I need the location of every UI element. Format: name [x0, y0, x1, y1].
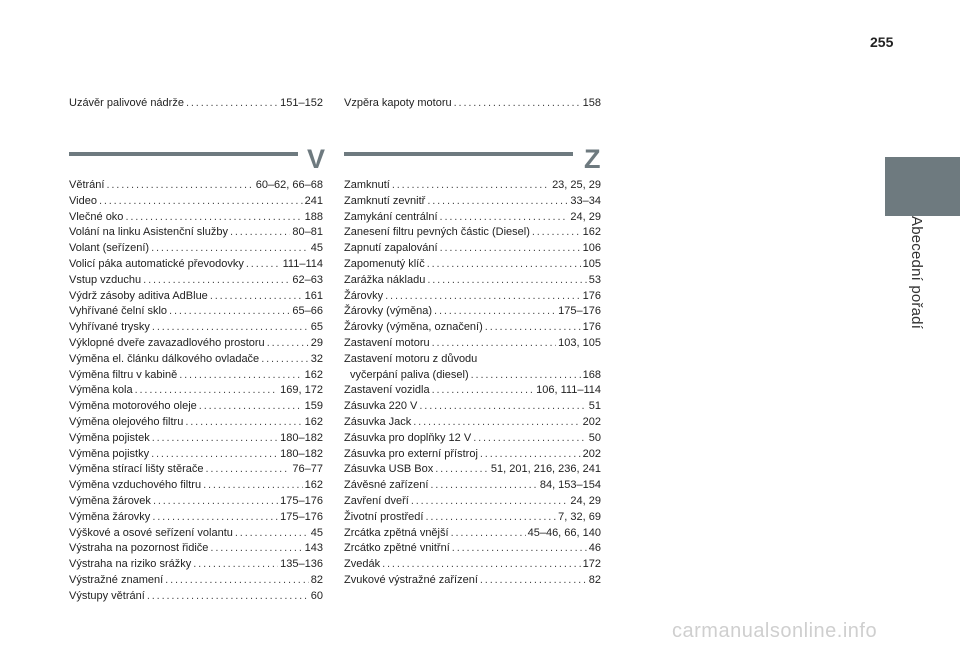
index-entry [344, 320, 601, 336]
entry-name: Zásuvka 220 V [344, 400, 418, 413]
watermark: carmanualsonline.info [672, 620, 878, 642]
leader-dots [210, 289, 303, 305]
entry-pages: 60 [310, 589, 323, 602]
entry-name: Zamknutí [344, 179, 390, 191]
entry-name: Vstup vzduchu [69, 273, 142, 286]
leader-dots [385, 289, 581, 305]
index-entry [69, 510, 323, 526]
entry-pages: 76–77 [292, 463, 323, 476]
entry-pages: 62–63 [292, 273, 323, 286]
side-tab [885, 157, 960, 216]
index-entry [69, 178, 323, 194]
top-right-entry [344, 96, 601, 112]
entry-name: Zásuvka Jack [344, 415, 412, 428]
top-left-entry [69, 96, 323, 112]
entry-name: Zapnutí zapalování [344, 242, 438, 255]
entry-name: Uzávěr palivové nádrže [69, 97, 184, 109]
section-v-list [69, 178, 323, 605]
leader-dots [532, 225, 581, 241]
leader-dots [425, 510, 556, 526]
leader-dots [427, 194, 568, 210]
leader-dots [151, 241, 309, 257]
entry-pages: 84, 153–154 [539, 479, 601, 492]
entry-pages: 168 [582, 368, 601, 381]
leader-dots [471, 368, 581, 384]
leader-dots [151, 447, 278, 463]
entry-name: Video [69, 194, 97, 207]
entry-name: Výměna žárovky [69, 510, 151, 523]
entry-pages: 50 [588, 431, 601, 444]
entry-pages: 106, 111–114 [536, 384, 601, 397]
index-entry [69, 194, 323, 210]
entry-pages: 188 [304, 210, 323, 223]
entry-pages: 29 [310, 336, 323, 349]
entry-pages: 161 [304, 289, 323, 302]
page-number: 255 [870, 34, 894, 50]
entry-pages: 51, 201, 216, 236, 241 [490, 463, 601, 476]
entry-pages: 143 [304, 542, 323, 555]
index-entry [344, 225, 601, 241]
index-entry [344, 557, 601, 573]
index-entry [69, 478, 323, 494]
entry-pages: 158 [582, 97, 601, 109]
entry-name: Životní prostředí [344, 510, 424, 523]
leader-dots [473, 431, 587, 447]
entry-pages: 202 [582, 415, 601, 428]
leader-dots [480, 573, 587, 589]
entry-name: Zrcátka zpětná vnější [344, 526, 449, 539]
entry-pages: 45 [310, 242, 323, 255]
leader-dots [186, 96, 278, 112]
entry-name: Zastavení motoru z důvodu [344, 352, 478, 365]
index-entry [344, 210, 601, 226]
index-entry [69, 447, 323, 463]
entry-name: Zanesení filtru pevných částic (Diesel) [344, 226, 530, 239]
leader-dots [411, 494, 569, 510]
entry-name: Výstraha na riziko srážky [69, 558, 192, 571]
entry-pages: 241 [304, 194, 323, 207]
entry-pages: 53 [588, 273, 601, 286]
entry-name: Výměna motorového oleje [69, 400, 197, 413]
index-entry [69, 273, 323, 289]
index-entry [69, 336, 323, 352]
leader-dots [452, 541, 587, 557]
entry-pages: 60–62, 66–68 [255, 179, 323, 191]
entry-pages: 80–81 [292, 226, 323, 239]
leader-dots [485, 320, 581, 336]
index-entry [344, 257, 601, 273]
index-entry [344, 352, 601, 368]
index-entry [69, 541, 323, 557]
leader-dots [147, 589, 309, 605]
leader-dots [230, 225, 290, 241]
entry-pages: 24, 29 [570, 494, 601, 507]
index-entry [69, 257, 323, 273]
entry-pages: 45–46, 66, 140 [527, 526, 601, 539]
entry-name: Zásuvka pro doplňky 12 V [344, 431, 472, 444]
entry-pages: 51 [588, 400, 601, 413]
entry-name: Výstražné znamení [69, 573, 164, 586]
index-entry [344, 336, 601, 352]
leader-dots [106, 178, 253, 194]
index-entry [69, 352, 323, 368]
entry-name: Vzpěra kapoty motoru [344, 97, 452, 109]
leader-dots [99, 194, 303, 210]
leader-dots [267, 336, 309, 352]
entry-pages: 33–34 [570, 194, 601, 207]
entry-pages: 7, 32, 69 [558, 510, 601, 523]
entry-pages: 106 [582, 242, 601, 255]
index-entry [69, 557, 323, 573]
index-entry [344, 494, 601, 510]
entry-name: Výměna kola [69, 384, 133, 397]
entry-name: Volicí páka automatické převodovky [69, 257, 244, 270]
leader-dots [152, 431, 278, 447]
entry-name: vyčerpání paliva (diesel) [350, 368, 469, 381]
entry-name: Výměna vzduchového filtru [69, 479, 202, 492]
leader-dots [440, 210, 569, 226]
entry-name: Žárovky (výměna, označení) [344, 321, 483, 334]
entry-name: Vlečné oko [69, 210, 124, 223]
index-entry [69, 462, 323, 478]
entry-pages: 159 [304, 400, 323, 413]
entry-name: Vyhřívané čelní sklo [69, 305, 168, 318]
index-entry [344, 304, 601, 320]
index-entry [344, 415, 601, 431]
entry-name: Zastavení motoru [344, 336, 430, 349]
index-entry [344, 431, 601, 447]
entry-name: Žárovky [344, 289, 384, 302]
entry-pages: 175–176 [280, 494, 323, 507]
leader-dots [143, 273, 290, 289]
leader-dots [235, 526, 309, 542]
section-v-header [69, 144, 326, 178]
index-entry [344, 462, 601, 478]
leader-dots [434, 304, 556, 320]
section-z-list [344, 178, 601, 589]
entry-name: Výměna pojistek [69, 431, 150, 444]
leader-dots [392, 178, 550, 194]
entry-pages: 175–176 [558, 305, 601, 318]
entry-pages: 45 [310, 526, 323, 539]
entry-name: Větrání [69, 179, 105, 191]
entry-name: Výměna filtru v kabině [69, 368, 178, 381]
index-entry [344, 399, 601, 415]
leader-dots [210, 541, 302, 557]
index-entry [69, 573, 323, 589]
leader-dots [261, 352, 309, 368]
leader-dots [135, 383, 279, 399]
index-entry [69, 289, 323, 305]
entry-pages: 175–176 [280, 510, 323, 523]
entry-name: Zapomenutý klíč [344, 257, 425, 270]
entry-name: Zamykání centrální [344, 210, 438, 223]
entry-name: Výměna olejového filtru [69, 415, 184, 428]
entry-pages: 23, 25, 29 [552, 179, 601, 191]
index-entry [69, 225, 323, 241]
leader-dots [206, 462, 291, 478]
leader-dots [427, 273, 586, 289]
entry-pages: 46 [588, 542, 601, 555]
index-entry [69, 589, 323, 605]
entry-pages: 172 [582, 558, 601, 571]
entry-pages: 65 [310, 321, 323, 334]
entry-pages: 180–182 [280, 431, 323, 444]
entry-pages: 202 [582, 447, 601, 460]
section-z-header [344, 144, 604, 178]
entry-name: Závěsné zařízení [344, 479, 429, 492]
leader-dots [427, 257, 581, 273]
entry-pages: 162 [304, 479, 323, 492]
section-letter: V [307, 144, 326, 174]
section-divider [344, 152, 573, 156]
leader-dots [193, 557, 278, 573]
index-entry [344, 383, 601, 399]
entry-name: Výměna žárovek [69, 494, 151, 507]
leader-dots [152, 510, 278, 526]
index-entry [69, 241, 323, 257]
leader-dots [432, 336, 557, 352]
leader-dots [152, 320, 309, 336]
section-letter: Z [584, 144, 601, 174]
entry-name: Výměna stírací lišty stěrače [69, 463, 204, 476]
entry-name: Zavření dveří [344, 494, 409, 507]
entry-name: Zrcátko zpětné vnitřní [344, 542, 450, 555]
section-divider [69, 152, 298, 156]
leader-dots [413, 415, 580, 431]
leader-dots [430, 478, 537, 494]
entry-pages: 135–136 [280, 558, 323, 571]
entry-name: Vyhřívané trysky [69, 321, 150, 334]
entry-name: Volant (seřízení) [69, 242, 150, 255]
index-entry [344, 447, 601, 463]
entry-name: Zarážka nákladu [344, 273, 426, 286]
leader-dots [451, 526, 526, 542]
index-entry [344, 510, 601, 526]
entry-pages: 32 [310, 352, 323, 365]
index-entry [344, 478, 601, 494]
entry-name: Výstraha na pozornost řidiče [69, 542, 209, 555]
index-entry [69, 304, 323, 320]
leader-dots [169, 304, 290, 320]
index-entry [344, 289, 601, 305]
index-entry [69, 210, 323, 226]
leader-dots [435, 462, 489, 478]
entry-name: Výškové a osové seřízení volantu [69, 526, 233, 539]
entry-pages: 105 [582, 257, 601, 270]
entry-pages: 180–182 [280, 447, 323, 460]
index-entry-continuation [344, 368, 601, 384]
index-entry [69, 415, 323, 431]
side-tab-label: Abecední pořadí [908, 216, 925, 330]
index-entry [69, 494, 323, 510]
leader-dots [382, 557, 581, 573]
entry-pages: 162 [304, 415, 323, 428]
entry-pages: 169, 172 [280, 384, 323, 397]
index-entry [69, 399, 323, 415]
index-entry [69, 526, 323, 542]
leader-dots [179, 368, 302, 384]
leader-dots [454, 96, 581, 112]
entry-pages: 162 [582, 226, 601, 239]
leader-dots [419, 399, 586, 415]
leader-dots [246, 257, 281, 273]
entry-name: Zásuvka pro externí přístroj [344, 447, 478, 460]
index-entry [344, 573, 601, 589]
entry-pages: 151–152 [280, 97, 323, 109]
leader-dots [153, 494, 278, 510]
leader-dots [199, 399, 303, 415]
entry-name: Výměna el. článku dálkového ovladače [69, 352, 260, 365]
index-entry [69, 431, 323, 447]
entry-name: Žárovky (výměna) [344, 305, 433, 318]
index-entry [344, 194, 601, 210]
entry-pages: 24, 29 [570, 210, 601, 223]
leader-dots [125, 210, 302, 226]
entry-name: Výklopné dveře zavazadlového prostoru [69, 336, 265, 349]
entry-name: Zvukové výstražné zařízení [344, 573, 478, 586]
index-entry [344, 273, 601, 289]
entry-pages: 111–114 [282, 257, 323, 270]
index-entry [69, 368, 323, 384]
entry-name: Volání na linku Asistenční služby [69, 226, 228, 239]
entry-pages: 176 [582, 289, 601, 302]
entry-pages: 103, 105 [558, 336, 601, 349]
entry-name: Výměna pojistky [69, 447, 150, 460]
index-entry [344, 526, 601, 542]
index-entry [344, 241, 601, 257]
index-entry [69, 320, 323, 336]
entry-pages: 162 [304, 368, 323, 381]
leader-dots [432, 383, 535, 399]
index-entry [344, 178, 601, 194]
leader-dots [203, 478, 303, 494]
leader-dots [165, 573, 309, 589]
leader-dots [185, 415, 302, 431]
entry-name: Zamknutí zevnitř [344, 194, 426, 207]
entry-name: Zastavení vozidla [344, 384, 430, 397]
entry-pages: 176 [582, 321, 601, 334]
entry-name: Zásuvka USB Box [344, 463, 434, 476]
leader-dots [480, 447, 581, 463]
entry-pages: 65–66 [292, 305, 323, 318]
index-entry [69, 383, 323, 399]
index-entry [344, 541, 601, 557]
leader-dots [440, 241, 581, 257]
entry-pages: 82 [588, 573, 601, 586]
entry-name: Výstupy větrání [69, 589, 145, 602]
entry-pages: 82 [310, 573, 323, 586]
entry-name: Zvedák [344, 558, 381, 571]
entry-name: Výdrž zásoby aditiva AdBlue [69, 289, 208, 302]
